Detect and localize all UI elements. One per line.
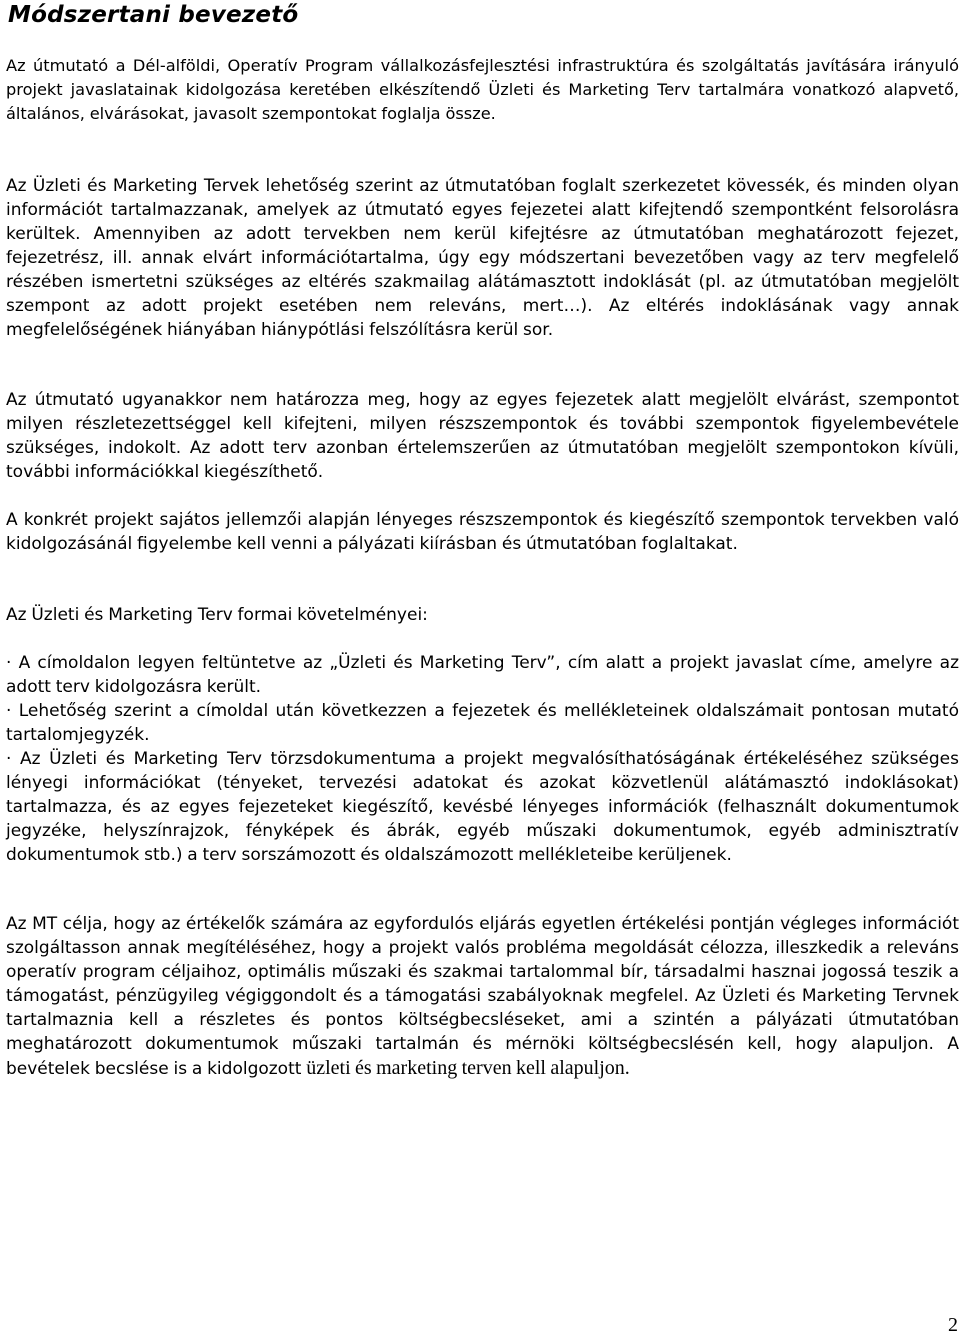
requirements-heading: Az Üzleti és Marketing Terv formai követelményei: <box>6 605 428 625</box>
intro-paragraph: Az útmutató a Dél-alföldi, Operatív Program vállalkozásfejlesztési infrastruktúra és szolgáltatás javítására irányuló projekt javaslatainak kidolgozása keretében elkészítendő Üzleti és Marketing Terv tartalmára vonatkozó alapvető, általános, elvárásokat, javasolt szempontokat foglalja össze. <box>6 56 959 123</box>
structure-paragraph: Az Üzleti és Marketing Tervek lehetőség szerint az útmutatóban foglalt szerkezetet kövessék, és minden olyan információt tartalmazzanak, amelyek az útmutató egyes fejezetei alatt kifejtendő szempontként felsorolásra kerültek. Amennyiben az adott tervekben nem kerül kifejtésre az útmutatóban meghatározott fejezet, fejezetrész, ill. annak elvárt információtartalma, úgy egy módszertani bevezetőben vagy az terv megfelelő részében ismertetni szükséges az eltérés szakmailag alátámasztott indoklását (pl. az útmutatóban megjelölt szempont az adott projekt esetében nem releváns, mert…). Az eltérés indoklásának vagy annak megfelelőségének hiányában hiánypótlási felszólításra kerül sor. <box>6 176 959 340</box>
mt-purpose-paragraph <box>6 912 959 1081</box>
bullet-mark: · <box>6 701 12 721</box>
bullet-mark: · <box>6 653 12 673</box>
list-item-text: Az Üzleti és Marketing Terv törzsdokumentuma a projekt megvalósíthatóságának értékeléséhez szükséges lényegi információkat (tényeket, tervezési adatokat és azokat közvetlenül alátámasztó indoklásokat) tartalmazza, és az egyes fejezeteket kiegészítő, kevésbé lényeges információk (felhasznált dokumentumok jegyzéke, helyszínrajzok, fényképek és ábrák, egyéb műszaki dokumentumok, egyéb adminisztratív dokumentumok stb.) a terv sorszámozott és oldalszámozott mellékleteibe kerüljenek. <box>6 749 959 865</box>
list-item-text: A címoldalon legyen feltüntetve az „Üzleti és Marketing Terv”, cím alatt a projekt javaslat címe, amelyre az adott terv kidolgozásra került. <box>6 653 959 697</box>
list-item <box>6 651 959 699</box>
mt-purpose-tail: üzleti és marketing terven kell alapuljon. <box>306 1057 630 1079</box>
mt-purpose-text: Az MT célja, hogy az értékelők számára az egyfordulós eljárás egyetlen értékelési pontján végleges információt szolgáltasson annak megítéléséhez, hogy a projekt valós probléma megoldását célozza, illeszkedik a releváns operatív program céljaihoz, optimális műszaki és szakmai tartalommal bír, társadalmi hasznai jogossá teszik a támogatást, pénzügyileg végiggondolt és a támogatási szabályoknak megfelel. Az Üzleti és Marketing Tervnek tartalmaznia kell a részletes és pontos költségbecsléseket, ami a szintén a pályázati útmutatóban meghatározott dokumentumok műszaki tartalmán és mérnöki költségbecslésén kell, hogy alapuljon. A bevételek becslése is a kidolgozott <box>6 914 959 1079</box>
project-paragraph: A konkrét projekt sajátos jellemzői alapján lényeges részszempontok és kiegészítő szempontok tervekben való kidolgozásánál figyelembe kell venni a pályázati kiírásban és útmutatóban foglaltakat. <box>6 510 959 554</box>
list-item <box>6 747 959 867</box>
bullet-mark: · <box>6 749 12 769</box>
list-item <box>6 699 959 747</box>
list-item-text: Lehetőség szerint a címoldal után következzen a fejezetek és mellékleteinek oldalszámait pontosan mutató tartalomjegyzék. <box>6 701 959 745</box>
requirements-list <box>6 651 959 867</box>
page-number: 2 <box>948 1314 958 1336</box>
detail-paragraph: Az útmutató ugyanakkor nem határozza meg, hogy az egyes fejezetek alatt megjelölt elvárást, szempontot milyen részletezettséggel kell kifejteni, milyen részszempontok és további szempontok figyelembevétele szükséges, indokolt. Az adott terv azonban értelemszerűen az útmutatóban megjelölt szempontokon kívüli, további információkkal kiegészíthető. <box>6 390 959 482</box>
section-heading: Módszertani bevezető <box>8 2 299 28</box>
